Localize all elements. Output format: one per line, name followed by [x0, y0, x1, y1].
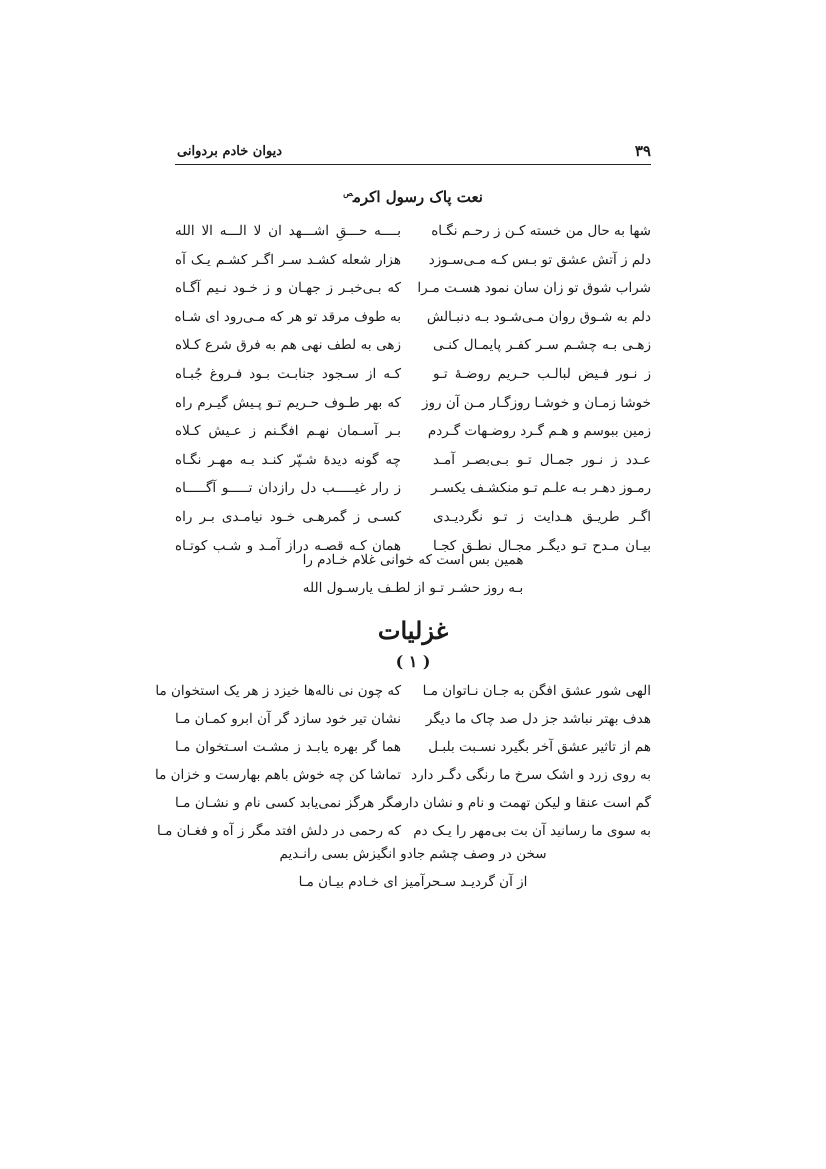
second-hemistich: بـر آسـمان نهـم افگـنم ز عـیش کـلاه	[175, 423, 401, 439]
page-header	[175, 140, 651, 165]
first-hemistich: الهی شور عشق افگن به جـان نـاتوان مـا	[422, 683, 651, 699]
first-hemistich: دلم ز آتش عشق تو بـس کـه مـی‌سـوزد	[428, 252, 651, 268]
second-hemistich: که بـی‌خبـر ز جهـان و ز خـود نـیم آگـاه	[175, 280, 401, 296]
first-hemistich: شراب شوق تو زان سان نمود هسـت مـرا	[417, 280, 651, 296]
first-hemistich: شها به حال من خسته کـن ز رحـم نگـاه	[431, 223, 651, 239]
running-title: دیوان خادم بردوانی	[177, 144, 283, 159]
closing-line: همین بس است که خوانی غلام خـادم را	[302, 552, 524, 568]
second-hemistich: کـه از سـجود جنابـت بـود فـروغ جُبـاه	[175, 366, 401, 382]
page-number: ۳۹	[634, 142, 651, 160]
second-hemistich: که رحمی در دلش افتد مگر ز آه و فغـان مـا	[157, 823, 401, 839]
first-hemistich: گم است عنقا و لیکن تهمت و نام و نشان دارد	[396, 795, 651, 811]
section-title-naat	[175, 188, 651, 206]
second-hemistich: ز رار غیـــــب دل رازدان تـــــو آگـــــاه	[175, 480, 401, 496]
second-hemistich: به طوف مرقد تو هر که مـی‌رود ای شـاه	[174, 309, 401, 325]
first-hemistich: رمـوز دهـر بـه علـم تـو منکشـف یکسـر	[431, 480, 651, 496]
second-hemistich: هزار شعله کشـد سـر اگـر کشـم یـک آه	[175, 252, 401, 268]
first-hemistich: خوشا زمـان و خوشـا روزگـار مـن آن روز	[422, 395, 651, 411]
first-hemistich: هدف بهتر نباشد جز دل صد چاک ما دیگر	[425, 711, 651, 727]
second-hemistich: هما گر بهره یابـد ز مشـت اسـتخوان مـا	[175, 739, 401, 755]
second-hemistich: کسـی ز گمرهـی خـود نیامـدی بـر راه	[175, 509, 401, 525]
second-hemistich: همان کـه قصـه دراز آمـد و شـب کوتـاه	[175, 538, 401, 554]
second-hemistich: نشان تیر خود سازد گر آن ابرو کمـان مـا	[175, 711, 401, 727]
honorific-mark: ص	[343, 188, 353, 198]
second-hemistich: بــــه حـــقِ اشـــهد ان لا الـــه الا الله	[175, 223, 401, 239]
second-hemistich: تماشا کن چه خوش باهم بهارست و خزان ما	[155, 767, 401, 783]
second-hemistich: که چون نی ناله‌ها خیزد ز هر یک استخوان ما	[155, 683, 401, 699]
closing-line: از آن گردیـد سـحرآمیز ای خـادم بیـان مـا	[298, 874, 528, 890]
first-hemistich: بیـان مـدح تـو دیگـر مجـال نطـق کجـا	[433, 538, 651, 554]
second-hemistich: که بهر طـوف حـریم تـو پـیش گیـرم راه	[175, 395, 401, 411]
section-title-text: نعت پاک رسول اکرم	[352, 188, 483, 206]
second-hemistich: زهی به لطف نهی هم به فرق شرع کـلاه	[175, 337, 401, 353]
first-hemistich: هم از تاثیر عشق آخر بگیرد نسـبت بلبـل	[428, 739, 651, 755]
first-hemistich: به روی زرد و اشک سرخ ما رنگی دگـر دارد	[411, 767, 651, 783]
couplet	[157, 816, 651, 850]
first-hemistich: دلم به شـوق روان مـی‌شـود بـه دنبـالش	[426, 309, 651, 325]
section-title-ghazaliyat: غزلیات	[377, 616, 449, 645]
first-hemistich: زمین ببوسم و هـم گـرد روضـهات گـردم	[427, 423, 651, 439]
closing-line: بـه روز حشـر تـو از لطـف یارسـول الله	[302, 580, 524, 596]
first-hemistich: اگـر طریـق هـدایت ز تـو نگردیـدی	[433, 509, 651, 525]
second-hemistich: چه گونه دیدۀ شـپّر کنـد بـه مهـر نگـاه	[175, 452, 401, 468]
poem-number: ( ۱ )	[395, 652, 431, 671]
first-hemistich: به سوی ما رسانید آن بت بی‌مهر را یـک دم	[413, 823, 651, 839]
first-hemistich: ز نـور فـیض لبالـب حـریم روضـۀ تـو	[433, 366, 651, 382]
first-hemistich: عـدد ز نـور جمـال تـو بـی‌بصـر آمـد	[433, 452, 651, 468]
closing-line: سخن در وصف چشم جادو انگیزش بسی رانـدیم	[279, 846, 547, 862]
first-hemistich: زهـی بـه چشـم سـر کفـر پایمـال کنـی	[433, 337, 651, 353]
second-hemistich: مگر هرگز نمی‌یابد کسی نام و نشـان مـا	[175, 795, 401, 811]
